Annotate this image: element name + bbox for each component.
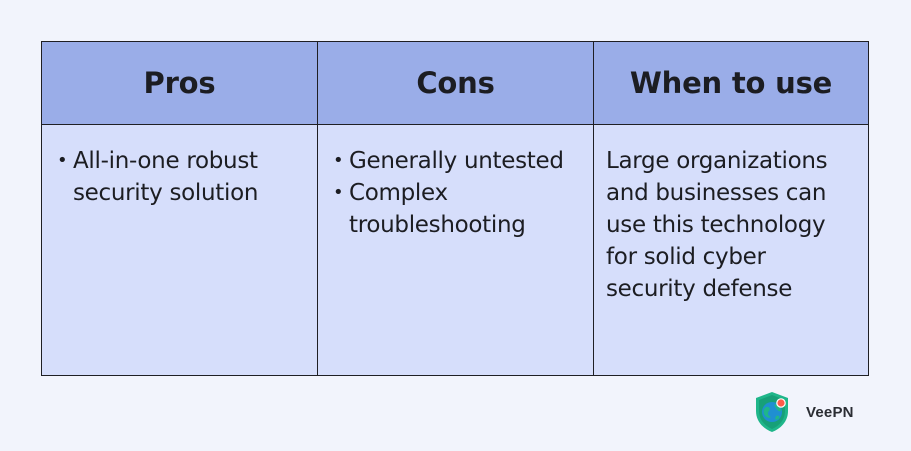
list-item: [56, 145, 305, 209]
header-pros-label: Pros: [143, 66, 216, 100]
bullet-icon: •: [333, 150, 344, 171]
brand-logo: [754, 391, 854, 433]
cell-pros: [42, 125, 318, 375]
pros-item-text: All-in-one robust security solution: [73, 148, 259, 206]
header-cons-label: Cons: [416, 66, 495, 100]
bullet-icon: •: [333, 182, 344, 203]
cons-list: [332, 145, 581, 241]
list-item: [332, 177, 581, 241]
list-item: [332, 145, 581, 177]
cell-when-to-use: [594, 125, 868, 375]
header-when-to-use: [594, 42, 868, 125]
shield-globe-icon: [754, 391, 790, 433]
cons-item-text: Generally untested: [349, 148, 564, 174]
cons-item-text: Complex troubleshooting: [349, 180, 526, 238]
cell-cons: [318, 125, 594, 375]
pros-list: [56, 145, 305, 209]
comparison-table: [41, 41, 869, 376]
bullet-icon: •: [57, 150, 68, 171]
header-when-label: When to use: [629, 66, 833, 100]
when-to-use-text: Large organizations and businesses can use this technology for solid cyber security defense: [606, 148, 828, 302]
header-cons: [318, 42, 594, 125]
brand-name: VeePN: [806, 403, 854, 421]
header-pros: [42, 42, 318, 125]
